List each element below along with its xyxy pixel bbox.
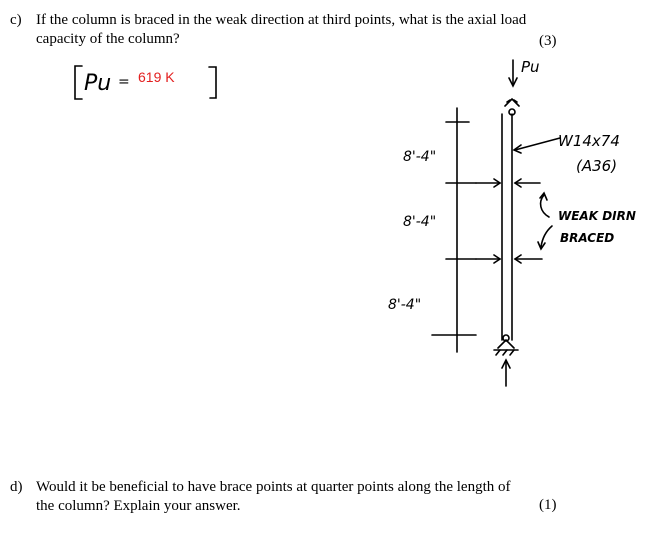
section-label: W14x74 xyxy=(558,132,620,150)
note-arrow-lower xyxy=(541,226,552,247)
question-d-line2: the column? Explain your answer. xyxy=(36,498,241,514)
section-leader xyxy=(515,138,560,150)
segment-3-length: 8'-4" xyxy=(388,297,422,313)
question-d-label: d) xyxy=(10,479,23,495)
answer-right-bracket xyxy=(209,67,216,98)
answer-equals: = xyxy=(118,74,130,90)
note-line1: WEAK DIRN xyxy=(558,209,636,223)
question-c-label: c) xyxy=(10,12,22,28)
question-d-line1: Would it be beneficial to have brace points at quarter points along the length of xyxy=(36,479,511,495)
load-label: Pu xyxy=(521,58,540,76)
question-c-line1: If the column is braced in the weak direction at third points, what is the axial load xyxy=(36,12,527,28)
answer-symbol: Pu xyxy=(84,71,112,96)
answer-left-bracket xyxy=(75,66,82,99)
note-line2: BRACED xyxy=(560,231,615,245)
note-arrow-upper xyxy=(541,195,549,217)
answer-value: 619 K xyxy=(138,69,175,85)
question-d-points: (1) xyxy=(539,497,557,513)
segment-2-length: 8'-4" xyxy=(403,214,437,230)
grade-label: (A36) xyxy=(576,157,618,175)
segment-1-length: 8'-4" xyxy=(403,149,437,165)
question-c-line2: capacity of the column? xyxy=(36,31,180,47)
question-c-points: (3) xyxy=(539,33,557,49)
